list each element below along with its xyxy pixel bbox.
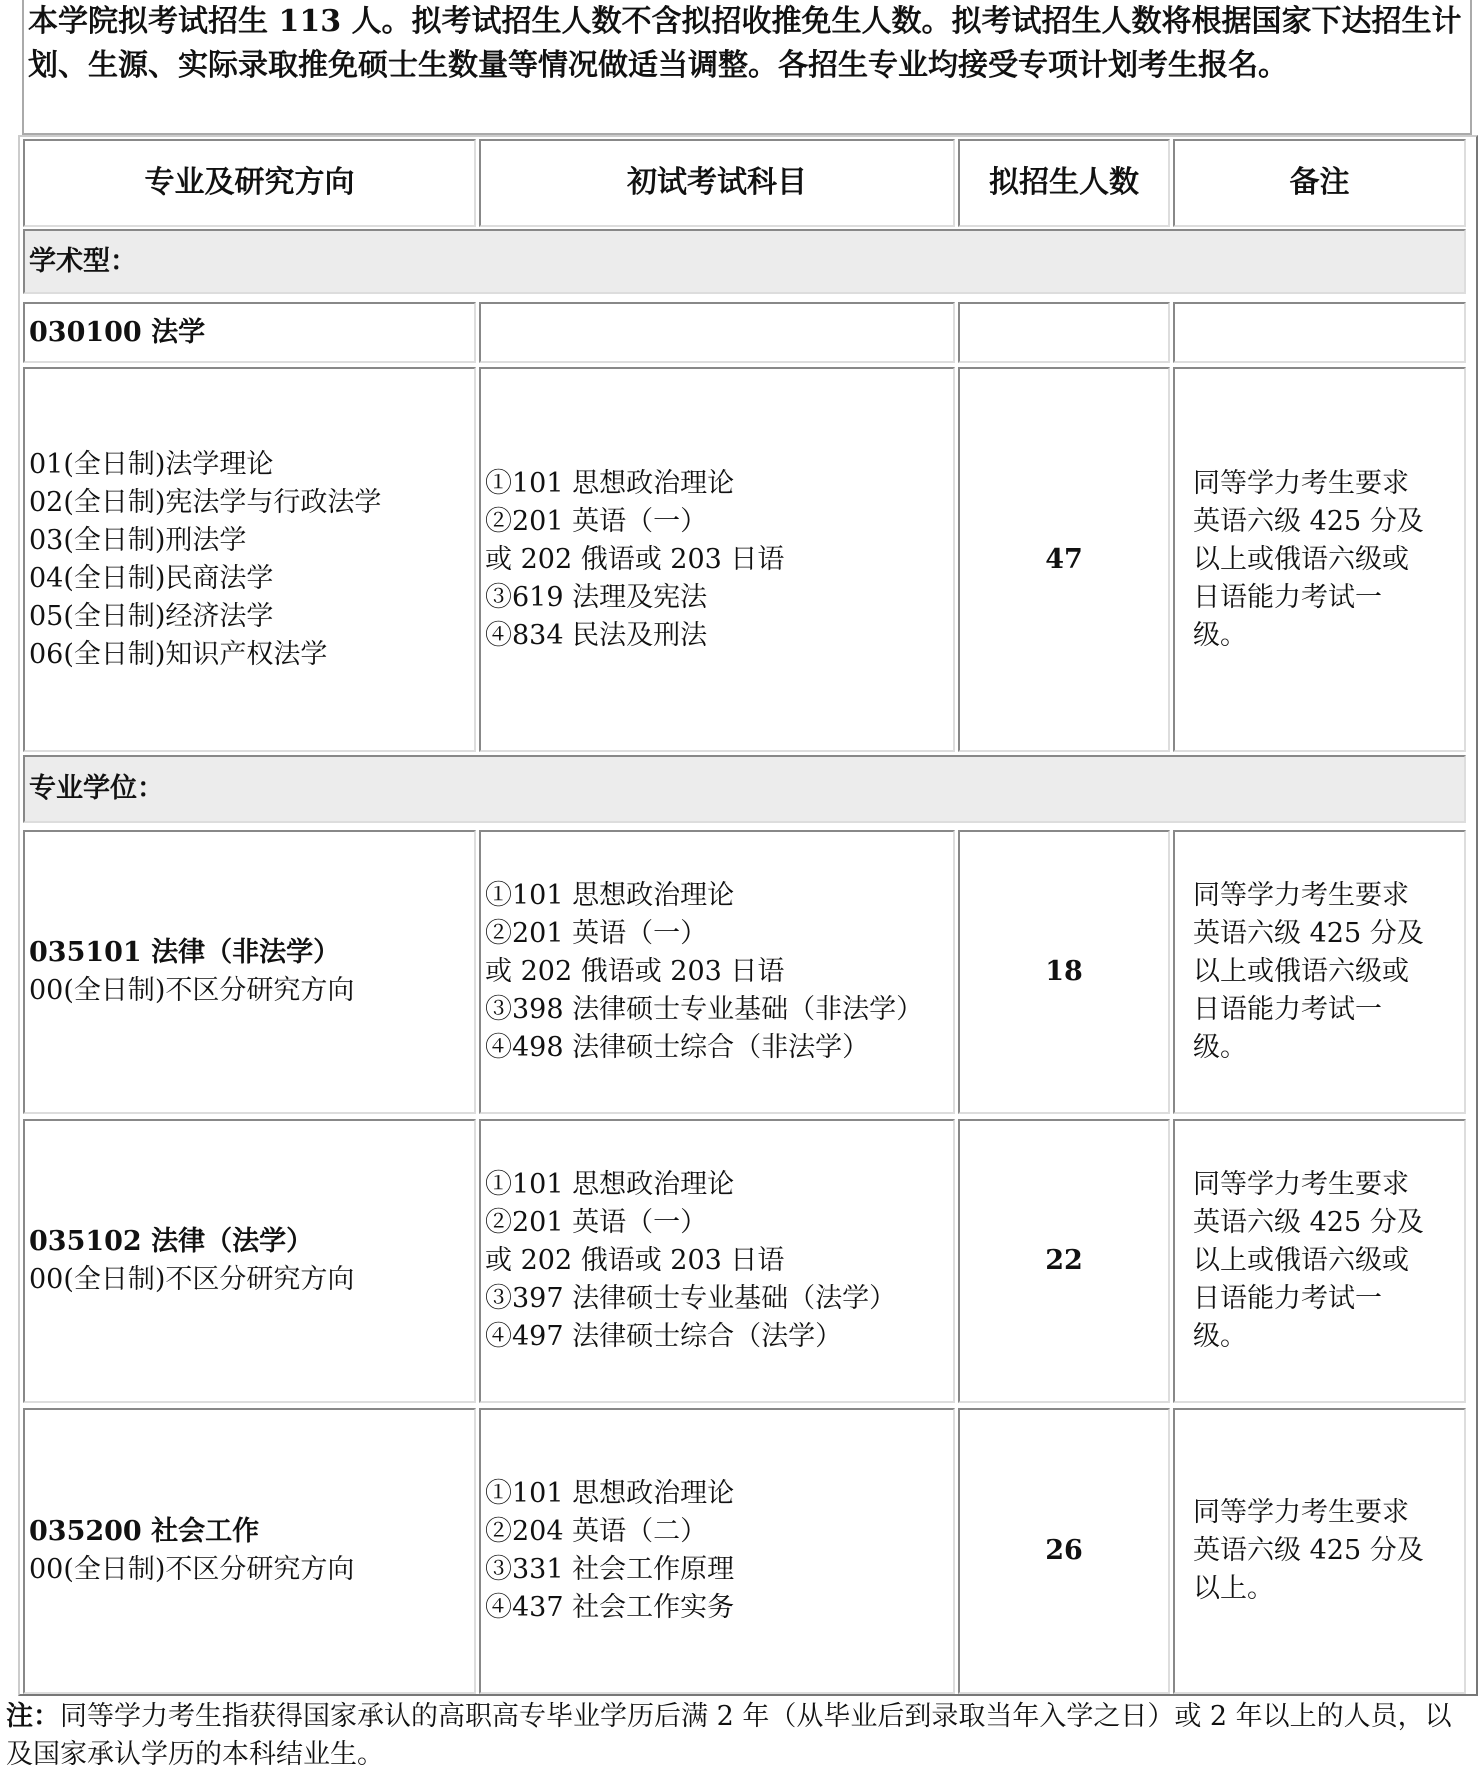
empty-cell bbox=[479, 302, 955, 363]
remarks-cell-line: 以上或俄语六级或 bbox=[1193, 1245, 1409, 1276]
remarks-cell bbox=[1173, 367, 1466, 752]
remarks-cell-line: 以上或俄语六级或 bbox=[1193, 956, 1409, 987]
remarks-cell-line: 同等学力考生要求 bbox=[1193, 880, 1409, 911]
remarks-cell-line: 英语六级 425 分及 bbox=[1193, 505, 1424, 537]
enrollment-count bbox=[958, 1119, 1170, 1403]
remarks-cell-line: 同等学力考生要求 bbox=[1193, 467, 1409, 499]
exam-subjects-cell-line: 或 202 俄语或 203 日语 bbox=[485, 1245, 785, 1276]
major-direction-cell-line: 04(全日制)民商法学 bbox=[29, 562, 274, 594]
exam-subjects-cell-line: ①101 思想政治理论 bbox=[485, 880, 735, 911]
intro-paragraph: 本学院拟考试招生 113 人。拟考试招生人数不含拟招收推免生人数。拟考试招生人数将根据国家下达招生计划、生源、实际录取推免硕士生数量等情况做适当调整。各招生专业均接受专项计划考生报名。 bbox=[22, 0, 1472, 135]
footnote-label: 注： bbox=[6, 1701, 60, 1732]
remarks-cell-line: 同等学力考生要求 bbox=[1193, 1169, 1409, 1200]
exam-subjects-cell bbox=[479, 367, 955, 752]
header-cell bbox=[958, 139, 1170, 227]
exam-subjects-cell-line: ③331 社会工作原理 bbox=[485, 1554, 735, 1585]
remarks-cell-line: 同等学力考生要求 bbox=[1193, 1497, 1409, 1528]
major-cell-line: 030100 法学 bbox=[29, 316, 206, 348]
enrollment-count-line: 22 bbox=[1045, 1245, 1083, 1276]
major-direction-cell-line: 01(全日制)法学理论 bbox=[29, 448, 274, 480]
remarks-cell-line: 级。 bbox=[1193, 1032, 1247, 1063]
major-direction-cell bbox=[23, 367, 476, 752]
enrollment-count bbox=[958, 830, 1170, 1114]
major-direction-cell-line: 00(全日制)不区分研究方向 bbox=[29, 1264, 355, 1295]
remarks-cell-line: 日语能力考试一 bbox=[1193, 994, 1382, 1025]
remarks-cell-line: 以上或俄语六级或 bbox=[1193, 543, 1409, 575]
major-direction-cell bbox=[23, 1119, 476, 1403]
exam-subjects-cell-line: ④834 民法及刑法 bbox=[485, 619, 708, 651]
section-academic bbox=[23, 229, 1466, 294]
enrollment-count-line: 47 bbox=[1045, 543, 1083, 575]
exam-subjects-cell-line: ①101 思想政治理论 bbox=[485, 1478, 735, 1509]
empty-cell bbox=[958, 302, 1170, 363]
remarks-cell-line: 英语六级 425 分及 bbox=[1193, 1535, 1424, 1566]
exam-subjects-cell-line: 或 202 俄语或 203 日语 bbox=[485, 543, 785, 575]
major-direction-cell-line: 035101 法律（非法学） bbox=[29, 937, 341, 968]
major-direction-cell-line: 00(全日制)不区分研究方向 bbox=[29, 975, 355, 1006]
major-direction-cell-line: 02(全日制)宪法学与行政法学 bbox=[29, 486, 382, 518]
footnote bbox=[6, 1698, 1476, 1774]
remarks-cell bbox=[1173, 1119, 1466, 1403]
exam-subjects-cell-line: 或 202 俄语或 203 日语 bbox=[485, 956, 785, 987]
remarks-cell-line: 级。 bbox=[1193, 619, 1247, 651]
header-cell-line: 备注 bbox=[1289, 165, 1350, 200]
exam-subjects-cell-line: ①101 思想政治理论 bbox=[485, 1169, 735, 1200]
exam-subjects-cell-line: ②201 英语（一） bbox=[485, 1207, 708, 1238]
major-direction-cell-line: 035102 法律（法学） bbox=[29, 1226, 314, 1257]
major-direction-cell-line: 00(全日制)不区分研究方向 bbox=[29, 1554, 355, 1585]
remarks-cell-line: 以上。 bbox=[1193, 1573, 1274, 1604]
exam-subjects-cell-line: ④437 社会工作实务 bbox=[485, 1592, 735, 1623]
remarks-cell-line: 级。 bbox=[1193, 1321, 1247, 1352]
enrollment-count-line: 18 bbox=[1045, 956, 1083, 987]
remarks-cell-line: 英语六级 425 分及 bbox=[1193, 918, 1424, 949]
header-cell-line: 拟招生人数 bbox=[989, 165, 1139, 200]
exam-subjects-cell-line: ④498 法律硕士综合（非法学） bbox=[485, 1032, 870, 1063]
exam-subjects-cell bbox=[479, 1408, 955, 1694]
major-direction-cell-line: 05(全日制)经济法学 bbox=[29, 600, 274, 632]
exam-subjects-cell-line: ③397 法律硕士专业基础（法学） bbox=[485, 1283, 897, 1314]
remarks-cell-line: 日语能力考试一 bbox=[1193, 581, 1382, 613]
remarks-cell bbox=[1173, 830, 1466, 1114]
header-cell bbox=[23, 139, 476, 227]
exam-subjects-cell-line: ②204 英语（二） bbox=[485, 1516, 708, 1547]
header-cell-line: 初试考试科目 bbox=[627, 165, 807, 200]
header-cell-line: 专业及研究方向 bbox=[144, 165, 355, 200]
section-professional bbox=[23, 755, 1466, 823]
footnote-text: 同等学力考生指获得国家承认的高职高专毕业学历后满 2 年（从毕业后到录取当年入学之日）或 2 年以上的人员，以及国家承认学历的本科结业生。 bbox=[6, 1701, 1452, 1770]
major-direction-cell bbox=[23, 1408, 476, 1694]
enrollment-count bbox=[958, 1408, 1170, 1694]
header-cell bbox=[479, 139, 955, 227]
exam-subjects-cell-line: ②201 英语（一） bbox=[485, 918, 708, 949]
major-direction-cell-line: 03(全日制)刑法学 bbox=[29, 524, 247, 556]
exam-subjects-cell-line: ③619 法理及宪法 bbox=[485, 581, 708, 613]
remarks-cell-line: 日语能力考试一 bbox=[1193, 1283, 1382, 1314]
exam-subjects-cell-line: ④497 法律硕士综合（法学） bbox=[485, 1321, 843, 1352]
section-professional-line: 专业学位： bbox=[29, 773, 164, 804]
major-direction-cell-line: 035200 社会工作 bbox=[29, 1516, 260, 1547]
exam-subjects-cell bbox=[479, 830, 955, 1114]
section-academic-line: 学术型： bbox=[29, 245, 137, 277]
empty-cell bbox=[1173, 302, 1466, 363]
remarks-cell-line: 英语六级 425 分及 bbox=[1193, 1207, 1424, 1238]
remarks-cell bbox=[1173, 1408, 1466, 1694]
exam-subjects-cell bbox=[479, 1119, 955, 1403]
major-direction-cell bbox=[23, 830, 476, 1114]
header-cell bbox=[1173, 139, 1466, 227]
enrollment-count bbox=[958, 367, 1170, 752]
exam-subjects-cell-line: ③398 法律硕士专业基础（非法学） bbox=[485, 994, 924, 1025]
exam-subjects-cell-line: ①101 思想政治理论 bbox=[485, 467, 735, 499]
enrollment-count-line: 26 bbox=[1045, 1535, 1083, 1566]
exam-subjects-cell-line: ②201 英语（一） bbox=[485, 505, 708, 537]
major-direction-cell-line: 06(全日制)知识产权法学 bbox=[29, 638, 328, 670]
major-cell bbox=[23, 302, 476, 363]
